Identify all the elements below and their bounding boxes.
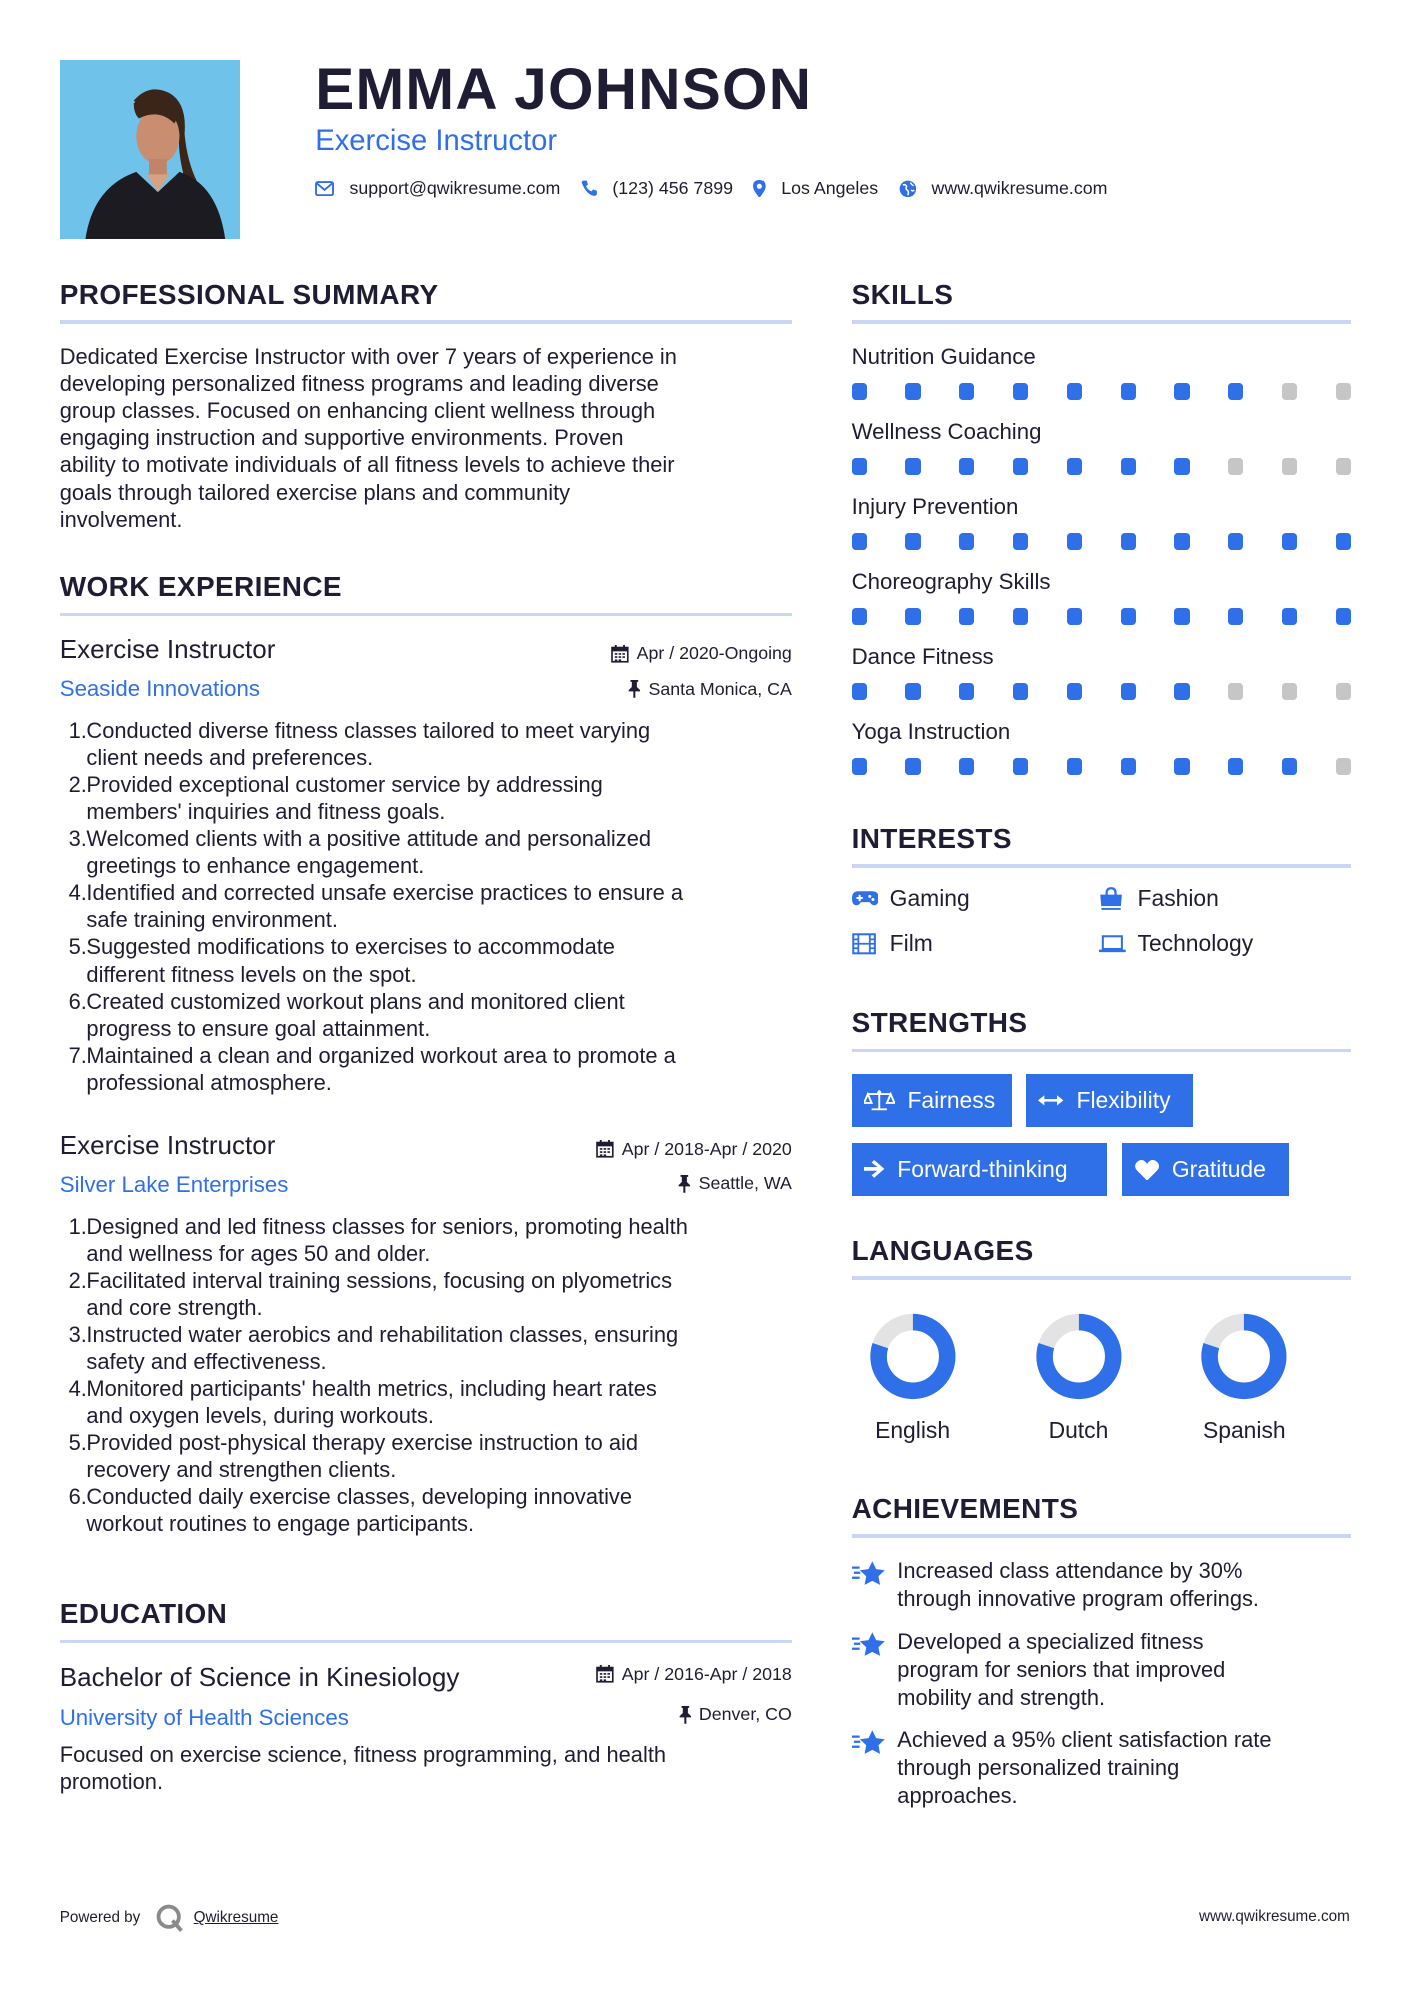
skills-divider: [852, 320, 1352, 324]
rating-dot-filled: [1336, 533, 1351, 551]
phone-number[interactable]: (123) 456 7899: [612, 177, 733, 198]
rating-dot-filled: [1013, 458, 1028, 476]
rating-dot-filled: [1174, 758, 1189, 776]
language-level-ring: [843, 1312, 983, 1401]
rating-dot-filled: [905, 383, 920, 401]
rating-dot-empty: [1282, 458, 1297, 476]
candidate-title: Exercise Instructor: [315, 125, 558, 158]
job-bullet: [68, 1042, 803, 1096]
strength-label: Forward-thinking: [897, 1155, 1068, 1182]
rating-dot-filled: [852, 608, 867, 626]
envelope-icon: [315, 181, 334, 196]
job-dates: [611, 643, 792, 664]
job-dates: [596, 1139, 791, 1160]
bullet-text-line: Maintained a clean and organized workout area to promote a: [86, 1042, 676, 1068]
job-bullet: [68, 1267, 803, 1321]
pushpin-icon: [678, 1175, 691, 1193]
email-link[interactable]: support@qwikresume.com: [349, 177, 561, 198]
globe-icon: [899, 180, 917, 198]
interest-label: Film: [889, 930, 933, 957]
rating-dot-filled: [1174, 608, 1189, 626]
languages-heading: LANGUAGES: [851, 1234, 1034, 1266]
achievement-text-line: through personalized training: [897, 1754, 1180, 1780]
achievement-text: [897, 1628, 1225, 1712]
bullet-text-line: greetings to enhance engagement.: [86, 853, 425, 879]
rating-dot-filled: [959, 383, 974, 401]
text-line: involvement.: [59, 506, 183, 532]
achievement-text-line: Achieved a 95% client satisfaction rate: [897, 1727, 1272, 1753]
education-description: [60, 1741, 797, 1795]
achievement-item: [852, 1557, 1360, 1613]
rating-dot-filled: [1121, 683, 1136, 701]
rating-dot-filled: [959, 458, 974, 476]
interests-divider: [852, 864, 1352, 868]
film-icon: [852, 933, 880, 955]
job-dates-text: Apr / 2018-Apr / 2020: [621, 1138, 792, 1159]
rating-dot-filled: [1067, 533, 1082, 551]
text-line: engaging instruction and supportive environments. Proven: [59, 425, 624, 451]
rating-dot-empty: [1282, 683, 1297, 701]
language-name: English: [875, 1417, 951, 1444]
achievement-text-line: mobility and strength.: [897, 1685, 1106, 1711]
footer-powered-by: [60, 1904, 279, 1932]
text-line: ability to motivate individuals of all fitness levels to achieve their: [59, 452, 675, 478]
interests-heading: INTERESTS: [851, 823, 1012, 855]
bullet-text-line: professional atmosphere.: [86, 1069, 332, 1095]
bullet-number: 5.: [68, 934, 87, 960]
achievements-divider: [852, 1534, 1352, 1538]
rating-dot-filled: [959, 683, 974, 701]
language-level-ring: [1009, 1312, 1149, 1401]
experience-heading: WORK EXPERIENCE: [59, 571, 342, 603]
rating-dot-filled: [1013, 383, 1028, 401]
language-ring: [843, 1312, 983, 1407]
rating-dot-filled: [1121, 608, 1136, 626]
rating-dot-empty: [1336, 383, 1351, 401]
rating-dot-filled: [1121, 533, 1136, 551]
job-bullet: [68, 1429, 803, 1483]
interest-technology: [1099, 930, 1253, 957]
skill-name: Nutrition Guidance: [851, 344, 1036, 370]
rating-dot-empty: [1228, 683, 1243, 701]
bullet-text-line: Conducted daily exercise classes, developing innovative: [86, 1484, 633, 1510]
bullet-number: 2.: [68, 1267, 87, 1293]
job-location-text: Santa Monica, CA: [648, 678, 792, 699]
rating-dot-filled: [1067, 683, 1082, 701]
achievement-text-line: approaches.: [897, 1782, 1018, 1808]
strengths-divider: [852, 1049, 1352, 1053]
rating-dot-filled: [1282, 758, 1297, 776]
star-award-icon: [852, 1557, 885, 1613]
job-bullet: [68, 879, 803, 933]
rating-dot-filled: [1228, 608, 1243, 626]
rating-dot-filled: [905, 533, 920, 551]
skill-name: Choreography Skills: [851, 569, 1051, 595]
rating-dot-filled: [1067, 758, 1082, 776]
achievement-item: [852, 1628, 1360, 1712]
job-bullet: [68, 771, 803, 825]
interest-gaming: [852, 885, 970, 912]
bullet-text-line: Created customized workout plans and monitored client: [86, 988, 625, 1014]
profile-photo: [60, 60, 240, 239]
rating-dot-filled: [959, 608, 974, 626]
website-link[interactable]: www.qwikresume.com: [931, 177, 1108, 198]
map-pin-icon: [753, 180, 766, 198]
skill-rating: [852, 533, 1352, 551]
bullet-text-line: recovery and strengthen clients.: [86, 1457, 397, 1483]
balance-scale-icon: [864, 1089, 895, 1112]
rating-dot-filled: [905, 683, 920, 701]
bullet-text-line: Welcomed clients with a positive attitude and personalized: [86, 826, 652, 852]
text-line: Focused on exercise science, fitness programming, and health: [59, 1742, 667, 1768]
achievement-text: [897, 1726, 1271, 1810]
pushpin-icon: [628, 680, 641, 698]
job-bullet: [68, 717, 803, 771]
job-title: Exercise Instructor: [59, 1129, 276, 1160]
job-bullet: [68, 933, 803, 987]
skill-rating: [852, 608, 1352, 626]
bullet-number: 4.: [68, 1376, 87, 1401]
job-title: Exercise Instructor: [59, 633, 276, 664]
language-name: Dutch: [1048, 1417, 1109, 1444]
bullet-number: 2.: [68, 772, 87, 797]
rating-dot-filled: [1174, 383, 1189, 401]
job-bullet: [68, 988, 803, 1042]
job-bullet: [68, 1321, 803, 1375]
rating-dot-filled: [852, 383, 867, 401]
achievement-text-line: Increased class attendance by 30%: [897, 1557, 1243, 1583]
summary-text: [60, 343, 797, 533]
rating-dot-filled: [959, 533, 974, 551]
strength-label: Flexibility: [1076, 1087, 1171, 1114]
job-dates-text: Apr / 2020-Ongoing: [636, 643, 792, 664]
calendar-icon: [596, 1665, 614, 1683]
bullet-text-line: Conducted diverse fitness classes tailored to meet varying: [86, 717, 651, 743]
bullet-text-line: different fitness levels on the spot.: [86, 961, 417, 987]
contact-bar: [315, 178, 1128, 199]
summary-heading: PROFESSIONAL SUMMARY: [59, 279, 439, 311]
bullet-text-line: Identified and corrected unsafe exercise practices to ensure a: [86, 880, 684, 906]
achievements-heading: ACHIEVEMENTS: [851, 1492, 1079, 1524]
education-heading: EDUCATION: [59, 1598, 228, 1630]
rating-dot-filled: [905, 758, 920, 776]
qwikresume-logo-icon: [156, 1904, 184, 1932]
rating-dot-filled: [1336, 608, 1351, 626]
strength-badge-forward-thinking: [852, 1143, 1107, 1196]
interest-fashion: [1099, 885, 1218, 912]
skill-name: Injury Prevention: [851, 494, 1019, 520]
rating-dot-filled: [905, 458, 920, 476]
experience-divider: [60, 613, 792, 617]
bullet-text-line: Monitored participants' health metrics, including heart rates: [86, 1376, 657, 1401]
job-location-text: Seattle, WA: [698, 1173, 792, 1194]
skill-rating: [852, 758, 1352, 776]
rating-dot-empty: [1282, 383, 1297, 401]
rating-dot-filled: [1067, 458, 1082, 476]
bullet-text-line: and wellness for ages 50 and older.: [86, 1240, 431, 1266]
bullet-number: 7.: [68, 1042, 87, 1068]
language-ring: [1009, 1312, 1149, 1407]
star-award-icon: [852, 1628, 885, 1712]
rating-dot-filled: [1174, 683, 1189, 701]
achievement-text-line: through innovative program offerings.: [897, 1585, 1260, 1611]
degree-title: Bachelor of Science in Kinesiology: [59, 1662, 460, 1693]
rating-dot-filled: [852, 533, 867, 551]
shopping-bag-icon: [1099, 887, 1127, 910]
rating-dot-filled: [852, 683, 867, 701]
rating-dot-empty: [1336, 683, 1351, 701]
text-line: Dedicated Exercise Instructor with over 7 years of experience in: [59, 344, 677, 370]
bullet-text-line: Provided post-physical therapy exercise instruction to aid: [86, 1430, 639, 1456]
company-name: Silver Lake Enterprises: [59, 1171, 289, 1197]
pushpin-icon: [679, 1706, 692, 1724]
rating-dot-filled: [1282, 533, 1297, 551]
bullet-number: 6.: [68, 988, 87, 1014]
arrow-right-icon: [864, 1160, 884, 1178]
rating-dot-filled: [1121, 383, 1136, 401]
rating-dot-filled: [1013, 683, 1028, 701]
footer-website[interactable]: www.qwikresume.com: [1198, 1907, 1350, 1925]
job-bullet: [68, 1483, 803, 1537]
rating-dot-filled: [1013, 533, 1028, 551]
qwikresume-link[interactable]: Qwikresume: [193, 1909, 279, 1927]
job-bullet-list: [60, 717, 804, 1096]
skill-rating: [852, 683, 1352, 701]
rating-dot-empty: [1336, 458, 1351, 476]
achievement-text-line: Developed a specialized fitness: [897, 1629, 1204, 1655]
education-dates-text: Apr / 2016-Apr / 2018: [621, 1663, 792, 1684]
rating-dot-filled: [1228, 533, 1243, 551]
rating-dot-empty: [1228, 458, 1243, 476]
heart-icon: [1135, 1159, 1159, 1181]
rating-dot-filled: [959, 758, 974, 776]
interest-film: [852, 930, 933, 957]
strengths-heading: STRENGTHS: [851, 1007, 1028, 1039]
gamepad-icon: [852, 890, 880, 907]
bullet-number: 3.: [68, 826, 87, 852]
star-award-icon: [852, 1726, 885, 1810]
education-dates: [596, 1664, 791, 1685]
job-location: [628, 679, 792, 700]
achievement-text-line: program for seniors that improved: [897, 1657, 1226, 1683]
text-line: goals through tailored exercise plans and community: [59, 479, 571, 505]
laptop-icon: [1099, 935, 1127, 953]
bullet-text-line: Provided exceptional customer service by addressing: [86, 772, 603, 797]
phone-icon: [581, 180, 598, 197]
bullet-number: 1.: [68, 1213, 87, 1239]
bullet-text-line: and oxygen levels, during workouts.: [86, 1403, 434, 1429]
rating-dot-filled: [1067, 608, 1082, 626]
interest-label: Technology: [1137, 930, 1254, 957]
job-location: [678, 1173, 792, 1194]
skill-rating: [852, 383, 1352, 401]
powered-by-label: Powered by: [59, 1909, 141, 1927]
skill-name: Wellness Coaching: [851, 419, 1042, 445]
job-bullet: [68, 1375, 803, 1429]
strength-badge-gratitude: [1122, 1143, 1289, 1196]
arrows-horizontal-icon: [1038, 1094, 1063, 1107]
rating-dot-filled: [905, 608, 920, 626]
achievement-item: [852, 1726, 1360, 1810]
bullet-text-line: client needs and preferences.: [86, 744, 374, 770]
job-bullet: [68, 825, 803, 879]
bullet-number: 1.: [68, 717, 87, 743]
bullet-text-line: progress to ensure goal attainment.: [86, 1015, 431, 1041]
calendar-icon: [596, 1140, 614, 1158]
rating-dot-filled: [1174, 458, 1189, 476]
text-line: group classes. Focused on enhancing client wellness through: [59, 398, 656, 424]
achievement-text: [897, 1557, 1259, 1613]
rating-dot-filled: [1013, 758, 1028, 776]
language-name: Spanish: [1202, 1417, 1286, 1444]
job-bullet: [68, 1213, 803, 1267]
rating-dot-filled: [852, 758, 867, 776]
company-name: Seaside Innovations: [59, 675, 260, 701]
skills-heading: SKILLS: [851, 279, 954, 311]
interest-label: Fashion: [1137, 884, 1219, 911]
languages-divider: [852, 1276, 1352, 1280]
language-ring: [1174, 1312, 1314, 1407]
rating-dot-filled: [1228, 758, 1243, 776]
rating-dot-filled: [1282, 608, 1297, 626]
strength-label: Gratitude: [1171, 1155, 1266, 1182]
bullet-text-line: Suggested modifications to exercises to accommodate: [86, 934, 615, 960]
language-level-ring: [1174, 1312, 1314, 1401]
bullet-text-line: Instructed water aerobics and rehabilitation classes, ensuring: [86, 1321, 679, 1347]
text-line: developing personalized fitness programs and leading diverse: [59, 371, 659, 397]
school-name: University of Health Sciences: [59, 1705, 349, 1731]
education-divider: [60, 1640, 792, 1644]
bullet-number: 3.: [68, 1321, 87, 1347]
text-line: promotion.: [59, 1769, 164, 1795]
strength-badge-flexibility: [1026, 1074, 1194, 1127]
bullet-text-line: Designed and led fitness classes for seniors, promoting health: [86, 1213, 688, 1239]
rating-dot-empty: [1336, 758, 1351, 776]
rating-dot-filled: [1067, 383, 1082, 401]
job-bullet-list: [60, 1213, 804, 1538]
skill-rating: [852, 458, 1352, 476]
education-location: [679, 1704, 792, 1725]
strength-label: Fairness: [907, 1087, 996, 1114]
rating-dot-filled: [1121, 458, 1136, 476]
bullet-text-line: safe training environment.: [86, 907, 338, 933]
bullet-text-line: workout routines to engage participants.: [86, 1511, 475, 1537]
rating-dot-filled: [1013, 608, 1028, 626]
bullet-number: 5.: [68, 1430, 87, 1456]
education-location-text: Denver, CO: [698, 1704, 792, 1725]
candidate-name: EMMA JOHNSON: [315, 56, 813, 122]
bullet-number: 6.: [68, 1484, 87, 1510]
rating-dot-filled: [1121, 758, 1136, 776]
bullet-text-line: safety and effectiveness.: [86, 1348, 327, 1374]
rating-dot-filled: [1174, 533, 1189, 551]
skill-name: Dance Fitness: [851, 644, 994, 670]
skill-name: Yoga Instruction: [851, 719, 1011, 745]
bullet-number: 4.: [68, 880, 87, 906]
bullet-text-line: and core strength.: [86, 1294, 263, 1320]
interest-label: Gaming: [889, 884, 970, 911]
rating-dot-filled: [852, 458, 867, 476]
location-text: Los Angeles: [781, 177, 879, 198]
rating-dot-filled: [1228, 383, 1243, 401]
bullet-text-line: members' inquiries and fitness goals.: [86, 799, 446, 825]
summary-divider: [60, 320, 792, 324]
strength-badge-fairness: [852, 1074, 1012, 1127]
calendar-icon: [611, 645, 629, 663]
bullet-text-line: Facilitated interval training sessions, focusing on plyometrics: [86, 1267, 673, 1293]
